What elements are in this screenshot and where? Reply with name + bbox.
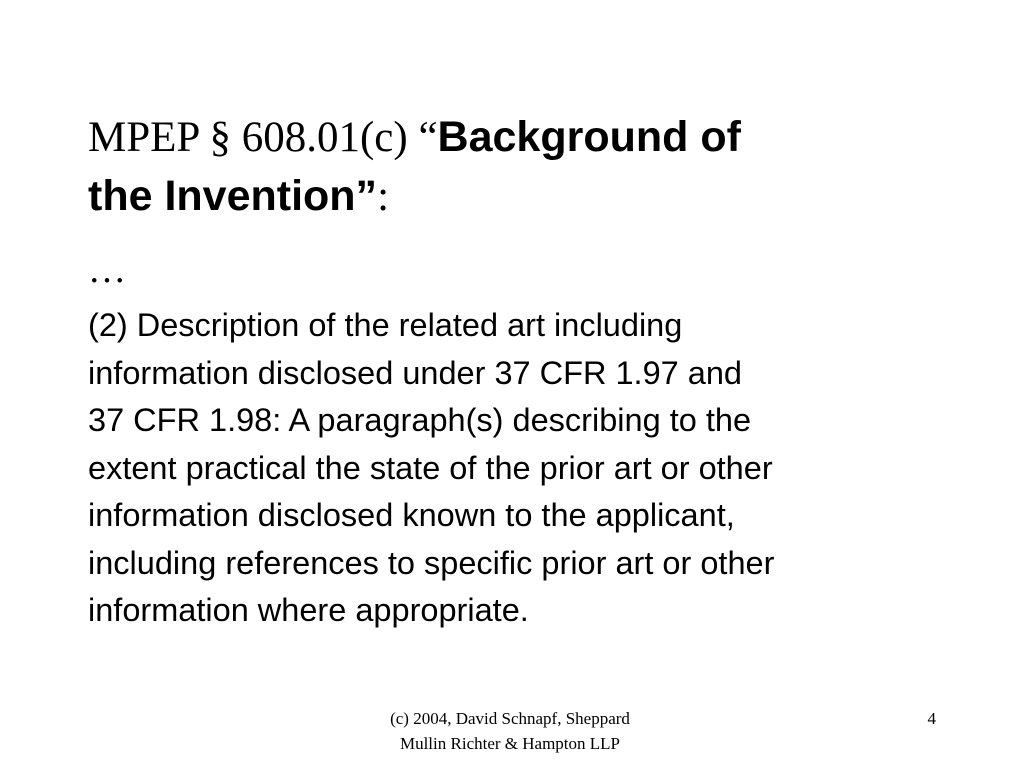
title-prefix: MPEP § 608.01(c) “: [88, 114, 438, 161]
slide-title: [88, 108, 968, 226]
footer-line-1: (c) 2004, David Schnapf, Sheppard: [390, 709, 630, 728]
body-line: information where appropriate.: [88, 592, 529, 628]
body-line: information disclosed known to the applicant,: [88, 497, 735, 533]
body-line: extent practical the state of the prior art or other: [88, 449, 773, 486]
footer-line-2: Mullin Richter & Hampton LLP: [399, 734, 621, 753]
ellipsis: …: [88, 249, 126, 291]
title-suffix: :: [377, 173, 390, 220]
body-line: information disclosed under 37 CFR 1.97 and: [88, 354, 742, 391]
body-line: (2) Description of the related art including: [88, 307, 683, 343]
footer-copyright: [330, 706, 690, 756]
title-bold-part-1: Background of: [437, 113, 741, 161]
body-paragraph: [88, 302, 968, 635]
body-line: 37 CFR 1.98: A paragraph(s) describing to the: [88, 402, 752, 438]
title-bold-part-2: the Invention”: [88, 172, 378, 220]
body-line: including references to specific prior art or other: [88, 544, 775, 581]
page-number: 4: [927, 709, 936, 728]
